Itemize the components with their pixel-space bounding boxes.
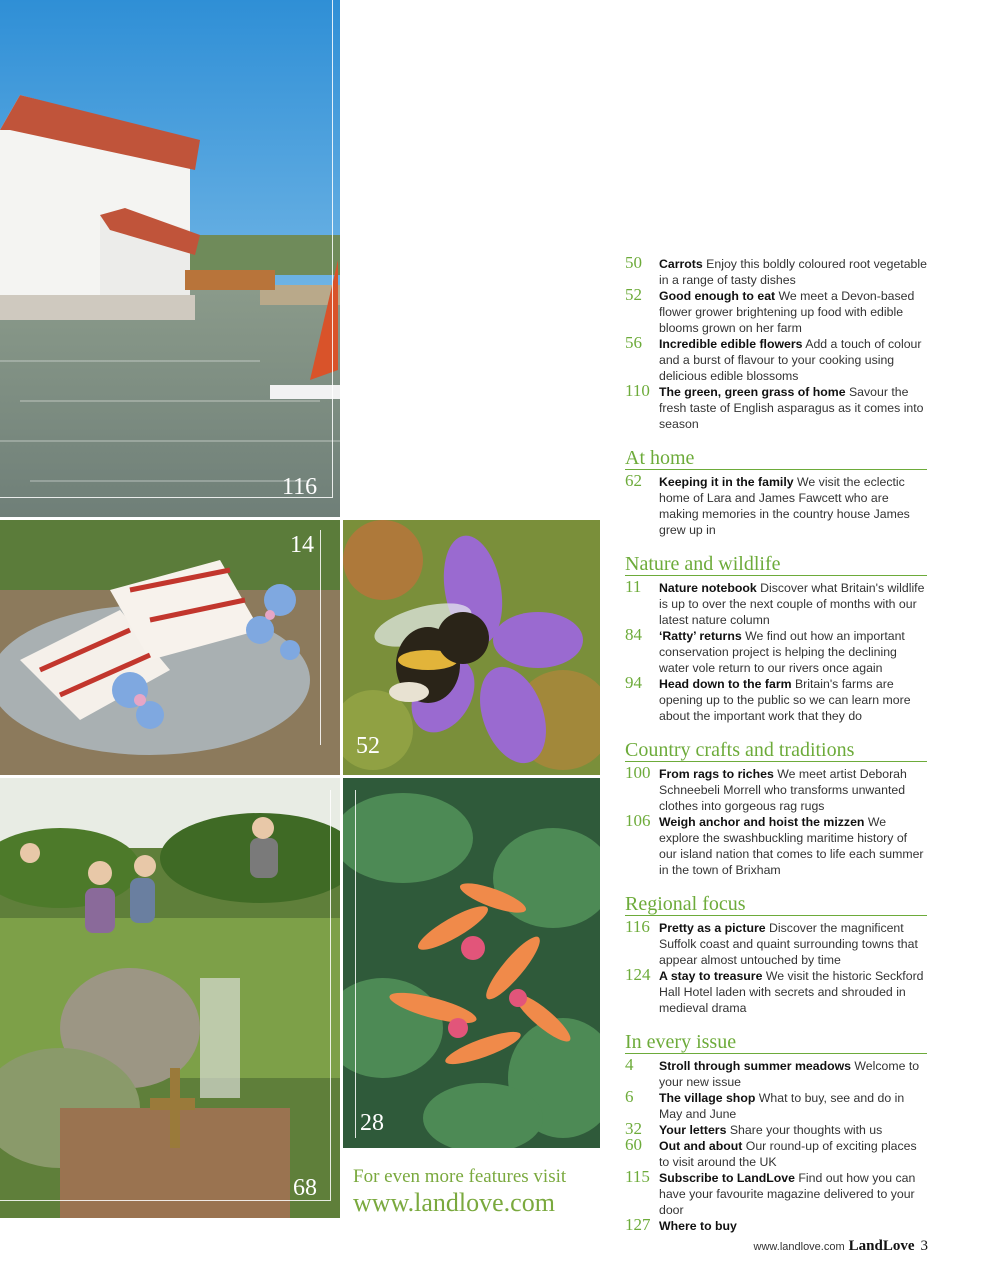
photo-frame-line xyxy=(355,790,356,1138)
page-footer xyxy=(754,1238,928,1255)
entry-title: Keeping it in the family xyxy=(659,475,794,489)
children-page-number: 68 xyxy=(293,1175,317,1201)
entry-page-number: 56 xyxy=(625,333,642,352)
entry-description: Discover the magnificent Suffolk coast and quaint surrounding towns that appear almost untouched by time xyxy=(659,921,918,967)
contents-entry[interactable] xyxy=(625,577,927,628)
entry-description: We visit the historic Seckford Hall Hotel laden with secrets and shrouded in medieval drama xyxy=(659,969,924,1015)
entry-title: Out and about xyxy=(659,1139,743,1153)
picnic-page-number: 14 xyxy=(290,532,314,558)
contents-entry[interactable] xyxy=(625,811,927,878)
contents-entry[interactable] xyxy=(625,471,927,538)
entry-description: We explore the swashbuckling maritime history of our island nation that comes to life each summer in the town of Brixham xyxy=(659,815,924,877)
entry-title: The village shop xyxy=(659,1091,756,1105)
children-photo xyxy=(0,778,340,1218)
entry-description: Add a touch of colour and a burst of flavour to your cooking using delicious edible blossoms xyxy=(659,337,922,383)
contents-entry[interactable] xyxy=(625,965,927,1016)
entry-title: Weigh anchor and hoist the mizzen xyxy=(659,815,865,829)
section-at-home xyxy=(625,447,927,538)
entry-page-number: 52 xyxy=(625,285,642,304)
contents-entry[interactable] xyxy=(625,1167,927,1218)
contents-entry[interactable] xyxy=(625,285,927,336)
contents-entry[interactable] xyxy=(625,381,927,432)
contents-entry[interactable] xyxy=(625,1055,927,1090)
photo-frame-line xyxy=(320,530,321,745)
section-in-every-issue xyxy=(625,1031,927,1234)
photo-frame-line xyxy=(330,790,331,1201)
entry-title: Pretty as a picture xyxy=(659,921,766,935)
section-country-crafts xyxy=(625,739,927,878)
entry-page-number: 60 xyxy=(625,1135,642,1154)
entry-page-number: 106 xyxy=(625,811,651,830)
mill-page-number: 116 xyxy=(282,474,318,500)
entry-page-number: 4 xyxy=(625,1055,634,1074)
section-heading: At home xyxy=(625,447,927,470)
entry-title: Where to buy xyxy=(659,1219,737,1233)
entry-description: Welcome to your new issue xyxy=(659,1059,920,1089)
entry-title: The green, green grass of home xyxy=(659,385,846,399)
contents-list xyxy=(625,253,927,1234)
entry-title: Your letters xyxy=(659,1123,727,1137)
entry-title: Nature notebook xyxy=(659,581,757,595)
contents-entry[interactable] xyxy=(625,333,927,384)
entry-title: Subscribe to LandLove xyxy=(659,1171,795,1185)
contents-entry[interactable] xyxy=(625,917,927,968)
section-heading: Regional focus xyxy=(625,893,927,916)
entry-description: Discover what Britain's wildlife is up to over the next couple of months with our latest nature column xyxy=(659,581,925,627)
section-heading: Country crafts and traditions xyxy=(625,739,927,762)
entry-description: Our round-up of exciting places to visit around the UK xyxy=(659,1139,917,1169)
photo-frame-line xyxy=(332,0,333,498)
entry-description: Find out how you can have your favourite magazine delivered to your door xyxy=(659,1171,916,1217)
contents-entry[interactable] xyxy=(625,1135,927,1170)
entry-title: From rags to riches xyxy=(659,767,774,781)
entry-description: We meet artist Deborah Schneebeli Morrell who transforms unwanted clothes into gorgeous rag rugs xyxy=(659,767,907,813)
mill-photo xyxy=(0,0,340,517)
entry-page-number: 50 xyxy=(625,253,642,272)
entry-page-number: 62 xyxy=(625,471,642,490)
promo-url[interactable]: www.landlove.com xyxy=(353,1188,555,1217)
photo-frame-line xyxy=(0,1200,330,1201)
brand-logo: LandLove xyxy=(848,1238,915,1254)
honeysuckle-page-number: 28 xyxy=(360,1110,384,1136)
entry-page-number: 110 xyxy=(625,381,650,400)
entry-title: Stroll through summer meadows xyxy=(659,1059,851,1073)
contents-entry[interactable] xyxy=(625,253,927,288)
picnic-photo xyxy=(0,520,340,775)
entry-title: A stay to treasure xyxy=(659,969,763,983)
contents-entry[interactable] xyxy=(625,625,927,676)
entry-description: We find out how an important conservation project is helping the declining water vole return to our rivers once again xyxy=(659,629,905,675)
honeysuckle-photo xyxy=(343,778,600,1148)
entry-title: Carrots xyxy=(659,257,703,271)
bee-page-number: 52 xyxy=(356,733,380,759)
contents-entry[interactable] xyxy=(625,673,927,724)
entry-title: Good enough to eat xyxy=(659,289,776,303)
entry-page-number: 115 xyxy=(625,1167,650,1186)
bee-photo xyxy=(343,520,600,775)
section-nature-and-wildlife xyxy=(625,553,927,724)
entry-page-number: 127 xyxy=(625,1215,651,1234)
entry-page-number: 11 xyxy=(625,577,642,596)
entry-page-number: 124 xyxy=(625,965,651,984)
section-heading: Nature and wildlife xyxy=(625,553,927,576)
entry-description: We meet a Devon-based flower grower brightening up food with edible blooms grown on her farm xyxy=(659,289,915,335)
entry-page-number: 6 xyxy=(625,1087,634,1106)
entry-page-number: 116 xyxy=(625,917,650,936)
contents-entry[interactable] xyxy=(625,1215,927,1234)
entry-description: Britain's farms are opening up to the public so we can learn more about the important work that they do xyxy=(659,677,911,723)
entry-title: Incredible edible flowers xyxy=(659,337,803,351)
entry-title: ‘Ratty’ returns xyxy=(659,629,742,643)
entry-page-number: 84 xyxy=(625,625,642,644)
footer-url[interactable]: www.landlove.com xyxy=(753,1241,845,1253)
entry-title: Head down to the farm xyxy=(659,677,792,691)
contents-entry[interactable] xyxy=(625,1087,927,1122)
entry-page-number: 94 xyxy=(625,673,642,692)
entry-description: Share your thoughts with us xyxy=(729,1123,883,1137)
contents-entry[interactable] xyxy=(625,1119,927,1138)
entry-page-number: 32 xyxy=(625,1119,642,1138)
top-entries xyxy=(625,253,927,432)
page-number: 3 xyxy=(920,1238,928,1254)
entry-page-number: 100 xyxy=(625,763,651,782)
section-regional-focus xyxy=(625,893,927,1016)
promo-text: For even more features visit xyxy=(353,1166,567,1187)
entry-description: Enjoy this boldly coloured root vegetable in a range of tasty dishes xyxy=(659,257,927,287)
contents-entry[interactable] xyxy=(625,763,927,814)
section-heading: In every issue xyxy=(625,1031,927,1054)
website-promo xyxy=(353,1166,566,1218)
entry-description: Savour the fresh taste of English asparagus as it comes into season xyxy=(659,385,924,431)
entry-description: We visit the eclectic home of Lara and James Fawcett who are making memories in the country house James grew up in xyxy=(659,475,910,537)
entry-description: What to buy, see and do in May and June xyxy=(659,1091,905,1121)
